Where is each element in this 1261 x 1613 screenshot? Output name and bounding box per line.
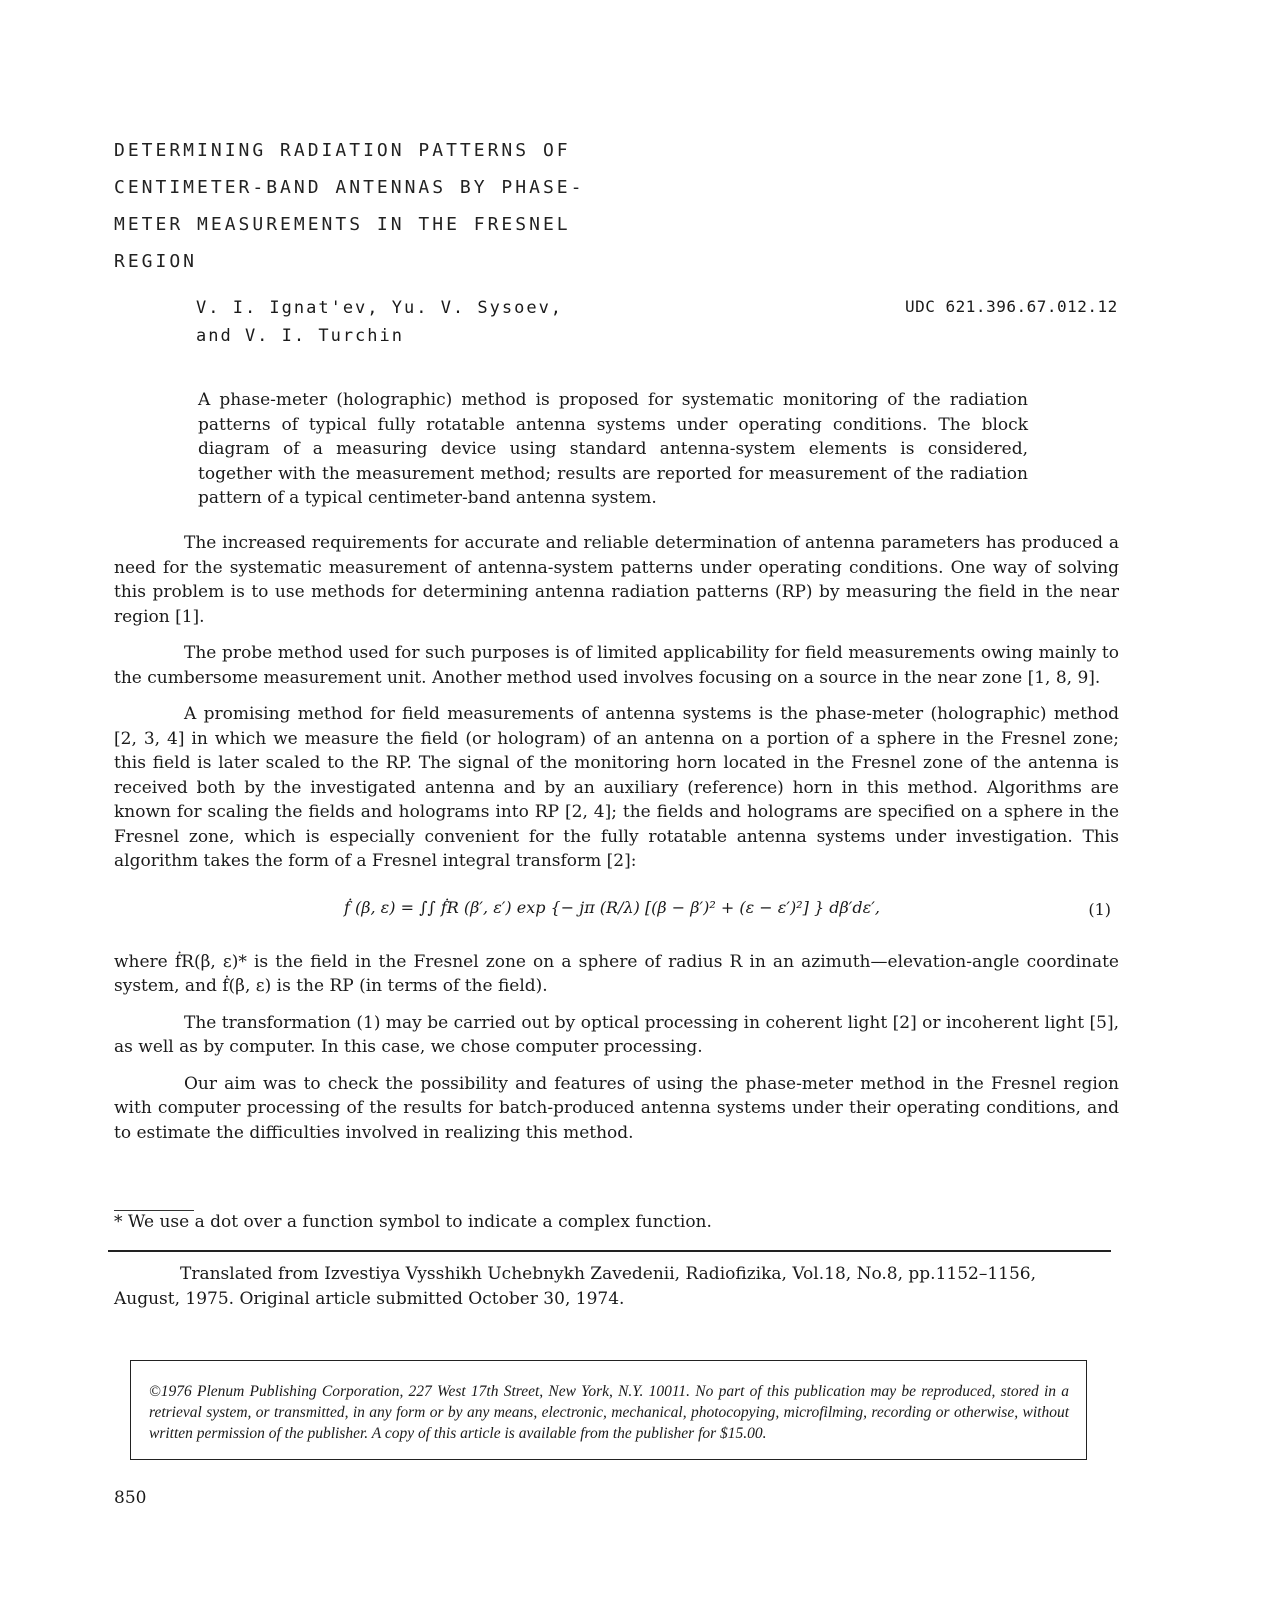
udc-code: UDC 621.396.67.012.12 [905, 297, 1118, 316]
body-paragraph: The transformation (1) may be carried out by optical processing in coherent light [2] or incoherent light [5], as well as by computer. In this case, we chose computer processing. [114, 1012, 1119, 1057]
equation-number: (1) [1088, 899, 1111, 919]
copyright-box [130, 1360, 1087, 1460]
article-title [114, 132, 734, 280]
title-line: REGION [114, 251, 198, 272]
body-paragraph: The probe method used for such purposes is of limited applicability for field measurements owing mainly to the cumbersome measurement unit. Another method used involves focusing on a source in the near zone [1, 8, 9]. [114, 643, 1119, 688]
author-line: and V. I. Turchin [196, 326, 404, 346]
author-line: V. I. Ignat'ev, Yu. V. Sysoev, [196, 298, 564, 318]
body-paragraph: The increased requirements for accurate and reliable determination of antenna parameters has produced a need for the systematic measurement of antenna-system patterns under operating conditions. One way of solving this problem is to use methods for determining antenna radiation patterns (RP) by measuring the field in the near region [1]. [114, 533, 1119, 627]
title-line: DETERMINING RADIATION PATTERNS OF [114, 140, 571, 161]
body-paragraph: Our aim was to check the possibility and features of using the phase-meter method in the Fresnel region with computer processing of the results for batch-produced antenna systems under their operating conditions, and to estimate the difficulties involved in realizing this method. [114, 1073, 1119, 1143]
page-number: 850 [114, 1488, 147, 1508]
copyright-notice: ©1976 Plenum Publishing Corporation, 227 West 17th Street, New York, N.Y. 10011. No part of this publication may be reproduced, stored in a retrieval system, or transmitted, in any form or by any means, electronic, mechanical, photocopying, microfilming, recording or otherwise, without written permission of the publisher. A copy of this article is available from the publisher for $15.00. [149, 1383, 1069, 1442]
equation-block [114, 886, 1119, 942]
divider-rule [108, 1250, 1111, 1252]
body-paragraph: where ḟR(β, ε)* is the field in the Fresnel zone on a sphere of radius R in an azimuth—elevation-angle coordinate system, and ḟ(β, ε) is the RP (in terms of the field). [114, 951, 1119, 996]
abstract: A phase-meter (holographic) method is proposed for systematic monitoring of the radiation patterns of typical fully rotatable antenna systems under operating conditions. The block diagram of a measuring device using standard antenna-system elements is considered, together with the measurement method; results are reported for measurement of the radiation pattern of a typical centimeter-band antenna system. [198, 390, 1028, 508]
author-list [196, 294, 563, 350]
body-paragraph: A promising method for field measurements of antenna systems is the phase-meter (holographic) method [2, 3, 4] in which we measure the field (or hologram) of an antenna on a portion of a sphere in the Fresnel zone; this field is later scaled to the RP. The signal of the monitoring horn located in the Fresnel zone of the antenna is received both by the investigated antenna and by an auxiliary (reference) horn in this method. Algorithms are known for scaling the fields and holograms into RP [2, 4]; the fields and holograms are specified on a sphere in the Fresnel zone, which is especially convenient for the fully rotatable antenna systems under investigation. This algorithm takes the form of a Fresnel integral transform [2]: [114, 704, 1119, 871]
title-line: METER MEASUREMENTS IN THE FRESNEL [114, 214, 571, 235]
footnote-rule [114, 1210, 194, 1211]
article-body [114, 531, 1119, 1157]
footnote: * We use a dot over a function symbol to indicate a complex function. [114, 1212, 712, 1232]
translation-note: Translated from Izvestiya Vysshikh Uchebnykh Zavedenii, Radiofizika, Vol.18, No.8, pp.1152–1156, August, 1975. Original article submitted October 30, 1974. [114, 1264, 1037, 1309]
title-line: CENTIMETER-BAND ANTENNAS BY PHASE- [114, 177, 585, 198]
equation-body: ḟ (β, ε) = ∫∫ ḟR (β′, ε′) exp {− jπ (R/λ) [(β − β′)² + (ε − ε′)²] } dβ′dε′, [344, 897, 880, 917]
